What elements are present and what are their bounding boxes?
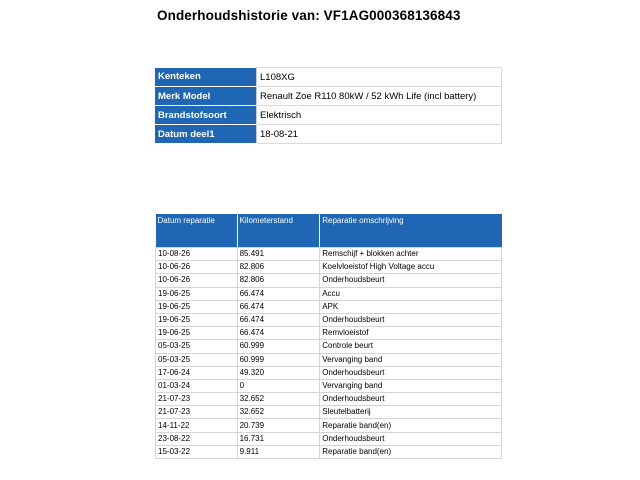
vehicle-info-table xyxy=(155,67,502,144)
table-row xyxy=(156,327,502,340)
table-row xyxy=(156,261,502,274)
cell-description: Accu xyxy=(320,287,502,300)
vehicle-info-row xyxy=(155,87,502,106)
table-row xyxy=(156,274,502,287)
cell-date: 17-06-24 xyxy=(156,366,238,379)
vehicle-info-label: Kenteken xyxy=(155,68,257,87)
cell-date: 14-11-22 xyxy=(156,419,238,432)
column-header-date: Datum reparatie xyxy=(156,214,238,248)
cell-description: Onderhoudsbeurt xyxy=(320,366,502,379)
cell-mileage: 66.474 xyxy=(237,313,320,326)
maintenance-history-table xyxy=(155,214,502,459)
cell-mileage: 9.911 xyxy=(237,445,320,458)
vehicle-info-row xyxy=(155,125,502,144)
cell-date: 10-08-26 xyxy=(156,248,238,261)
vehicle-info-value: 18-08-21 xyxy=(257,125,502,144)
table-row xyxy=(156,300,502,313)
cell-description: Sleutelbatterij xyxy=(320,406,502,419)
table-row xyxy=(156,366,502,379)
vehicle-info-row xyxy=(155,106,502,125)
cell-description: Vervanging band xyxy=(320,379,502,392)
cell-date: 21-07-23 xyxy=(156,393,238,406)
cell-description: Remschijf + blokken achter xyxy=(320,248,502,261)
table-row xyxy=(156,353,502,366)
table-row xyxy=(156,393,502,406)
cell-date: 19-06-25 xyxy=(156,313,238,326)
cell-date: 19-06-25 xyxy=(156,300,238,313)
cell-date: 21-07-23 xyxy=(156,406,238,419)
cell-mileage: 32.652 xyxy=(237,393,320,406)
cell-mileage: 60.999 xyxy=(237,353,320,366)
cell-mileage: 66.474 xyxy=(237,287,320,300)
cell-mileage: 60.999 xyxy=(237,340,320,353)
cell-mileage: 82.806 xyxy=(237,261,320,274)
vehicle-info-value: Elektrisch xyxy=(257,106,502,125)
cell-description: Remvloeistof xyxy=(320,327,502,340)
table-row xyxy=(156,287,502,300)
cell-mileage: 85.491 xyxy=(237,248,320,261)
cell-description: Reparatie band(en) xyxy=(320,445,502,458)
table-row xyxy=(156,419,502,432)
cell-date: 19-06-25 xyxy=(156,327,238,340)
table-row xyxy=(156,313,502,326)
table-row xyxy=(156,340,502,353)
table-row xyxy=(156,432,502,445)
cell-date: 23-08-22 xyxy=(156,432,238,445)
cell-mileage: 0 xyxy=(237,379,320,392)
cell-mileage: 32.652 xyxy=(237,406,320,419)
vehicle-info-label: Datum deel1 xyxy=(155,125,257,144)
cell-date: 10-06-26 xyxy=(156,274,238,287)
table-row xyxy=(156,379,502,392)
cell-description: Onderhoudsbeurt xyxy=(320,274,502,287)
table-row xyxy=(156,248,502,261)
table-row xyxy=(156,406,502,419)
vehicle-info-label: Merk Model xyxy=(155,87,257,106)
vehicle-info-value: Renault Zoe R110 80kW / 52 kWh Life (incl battery) xyxy=(257,87,502,106)
cell-description: Onderhoudsbeurt xyxy=(320,393,502,406)
vehicle-info-row xyxy=(155,68,502,87)
table-row xyxy=(156,445,502,458)
cell-date: 19-06-25 xyxy=(156,287,238,300)
cell-description: APK xyxy=(320,300,502,313)
cell-mileage: 66.474 xyxy=(237,300,320,313)
cell-description: Vervanging band xyxy=(320,353,502,366)
cell-date: 01-03-24 xyxy=(156,379,238,392)
vehicle-info-label: Brandstofsoort xyxy=(155,106,257,125)
cell-mileage: 66.474 xyxy=(237,327,320,340)
column-header-description: Reparatie omschrijving xyxy=(320,214,502,248)
cell-date: 10-06-26 xyxy=(156,261,238,274)
page-title: Onderhoudshistorie van: VF1AG000368136843 xyxy=(157,8,461,23)
cell-mileage: 49.320 xyxy=(237,366,320,379)
cell-mileage: 82.806 xyxy=(237,274,320,287)
cell-description: Controle beurt xyxy=(320,340,502,353)
vehicle-info-value: L108XG xyxy=(257,68,502,87)
cell-date: 05-03-25 xyxy=(156,340,238,353)
cell-description: Onderhoudsbeurt xyxy=(320,313,502,326)
cell-description: Onderhoudsbeurt xyxy=(320,432,502,445)
cell-description: Koelvloeistof High Voltage accu xyxy=(320,261,502,274)
cell-description: Reparatie band(en) xyxy=(320,419,502,432)
cell-date: 05-03-25 xyxy=(156,353,238,366)
cell-mileage: 16.731 xyxy=(237,432,320,445)
cell-mileage: 20.739 xyxy=(237,419,320,432)
cell-date: 15-03-22 xyxy=(156,445,238,458)
table-header-row xyxy=(156,214,502,248)
column-header-mileage: Kilometerstand xyxy=(237,214,320,248)
